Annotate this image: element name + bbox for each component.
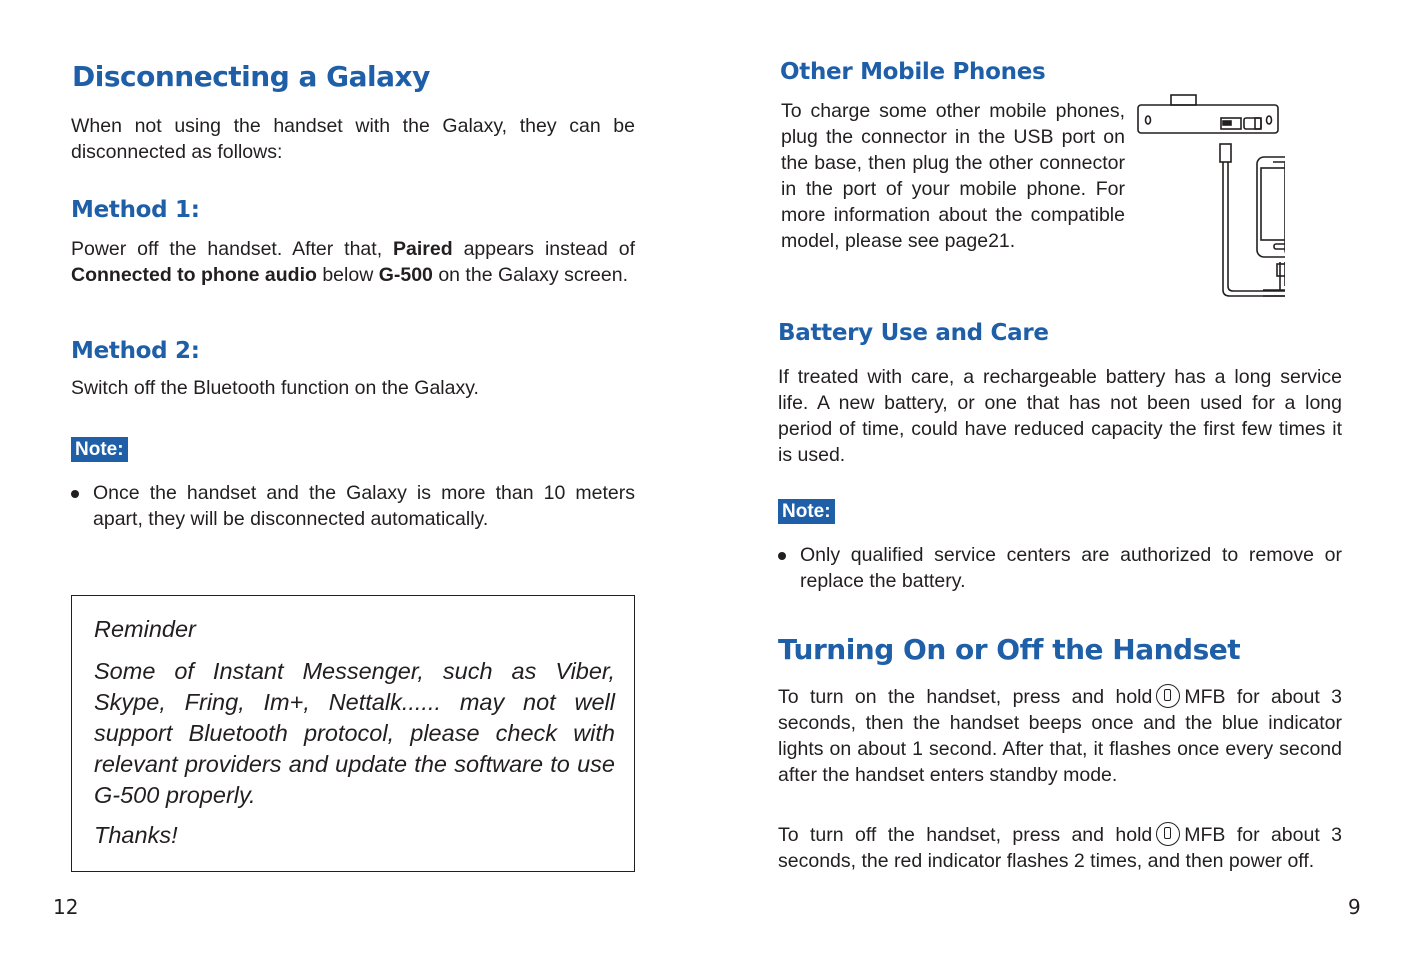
mfb-button-icon [1156,822,1180,846]
method2-heading: Method 2: [71,338,200,364]
method1-paragraph: Power off the handset. After that, Paired appears instead of Connected to phone audio below G-500 on the Galaxy screen. [71,238,635,286]
note-label-left: Note: [71,437,128,462]
turn-off-paragraph: To turn off the handset, press and hold MFB for about 3 seconds, the red indicator flashes 2 times, and then power off. [778,824,1342,872]
note-label-right: Note: [778,499,835,524]
method2-paragraph: Switch off the Bluetooth function on the Galaxy. [71,377,479,399]
note-bullet-left [71,480,635,532]
reminder-thanks: Thanks! [94,822,178,848]
other-phones-paragraph: To charge some other mobile phones, plug the connector in the USB port on the base, then plug the other connector in the port of your mobile phone. For more information about the compatible model, please see page21. [781,100,1125,252]
reminder-box [71,595,635,872]
reminder-body: Some of Instant Messenger, such as Viber, Skype, Fring, Im+, Nettalk...... may not well support Bluetooth protocol, please check with relevant providers and update the software to use G-500 properly. [94,658,615,808]
base-phone-connection-illustration [1135,92,1285,302]
battery-heading: Battery Use and Care [778,320,1049,346]
bullet-dot [71,490,79,498]
turning-heading: Turning On or Off the Handset [778,633,1241,666]
note-bullet-text: Only qualified service centers are authorized to remove or replace the battery. [800,544,1342,592]
turn-on-paragraph: To turn on the handset, press and hold MFB for about 3 seconds, then the handset beeps once and the blue indicator lights on about 1 second. After that, it flashes once every second after the handset enters standby mode. [778,686,1342,786]
note-bullet-right [778,542,1342,594]
other-phones-heading: Other Mobile Phones [780,59,1046,85]
note-bullet-text: Once the handset and the Galaxy is more than 10 meters apart, they will be disconnected automatically. [93,482,635,530]
battery-paragraph: If treated with care, a rechargeable battery has a long service life. A new battery, or one that has not been used for a long period of time, could have reduced capacity the first few times it is used. [778,366,1342,466]
mfb-button-icon [1156,684,1180,708]
reminder-title: Reminder [94,616,196,642]
intro-paragraph: When not using the handset with the Galaxy, they can be disconnected as follows: [71,115,635,163]
page-number-left: 12 [53,895,79,919]
method1-heading: Method 1: [71,197,200,223]
page-number-right: 9 [1348,895,1361,919]
bullet-dot [778,552,786,560]
page-title-disconnecting: Disconnecting a Galaxy [72,60,430,93]
